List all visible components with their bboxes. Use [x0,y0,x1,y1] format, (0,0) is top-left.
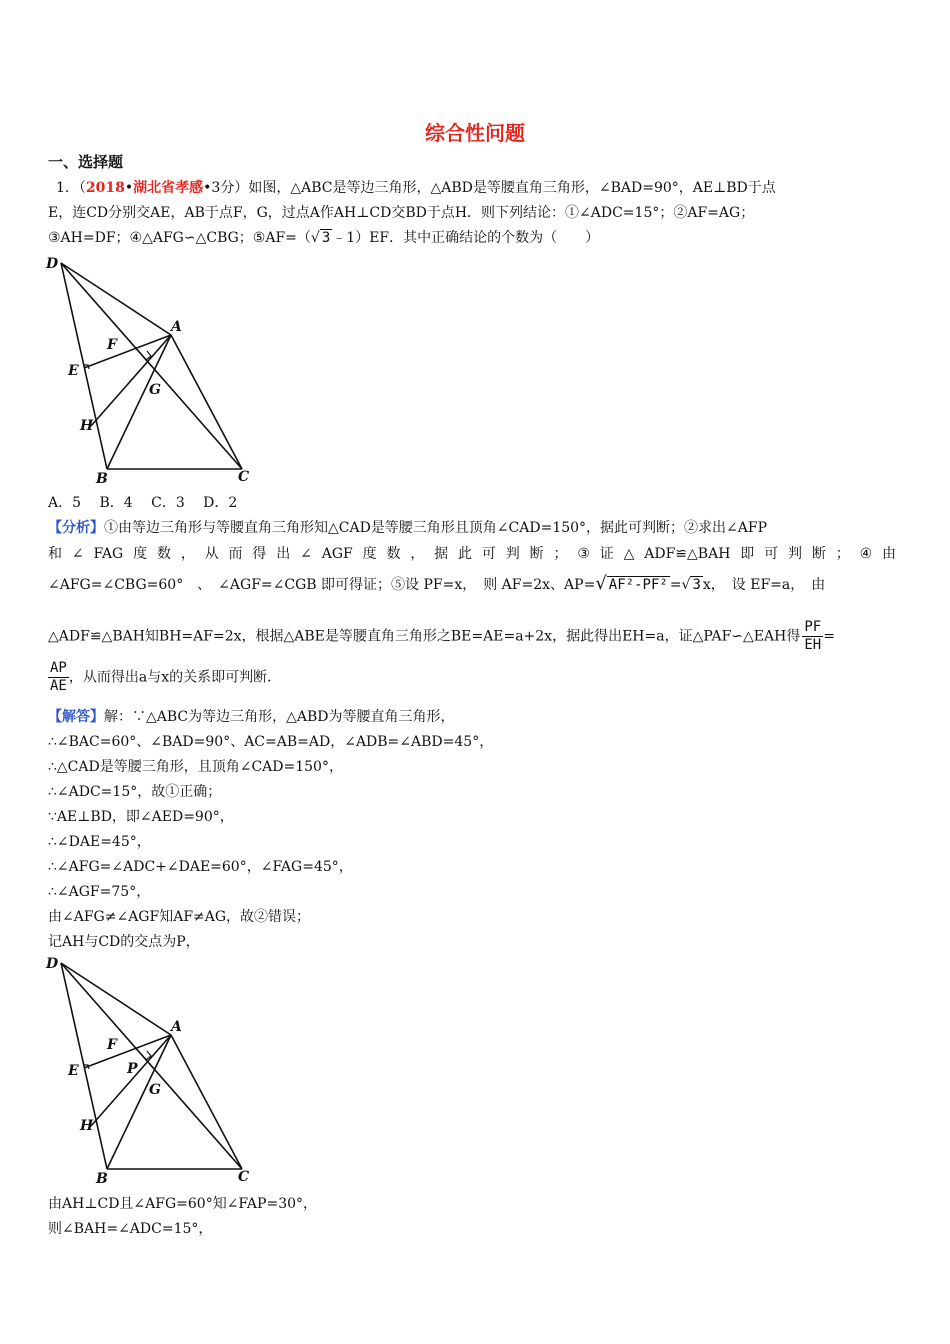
fraction-denominator: EH [804,637,822,653]
fraction-denominator: AE [50,678,67,694]
solution-line: ∴∠ADC=15°，故①正确； [48,784,222,800]
label-c: C [238,469,250,485]
analysis-text: △ADF≌△BAH知BH=AF=2x，根据△ABE是等腰直角三角形之BE=AE=a+2x，据此得出EH=a，证△PAF∽△EAH得 [48,628,801,645]
label-b: B [96,471,108,487]
label-e: E [68,1063,79,1079]
sqrt-radicand: 3 [321,230,331,246]
solution-text: 解：∵△ABC为等边三角形，△ABD为等腰直角三角形， [104,709,455,725]
analysis-word: 断 [811,546,826,562]
analysis-word: ∠ [71,546,84,562]
question-dot: • [203,180,212,196]
analysis-text: ①由等边三角形与等腰直角三角形知△CAD是等腰三角形且顶角∠CAD=150°，据此可判断；②求出∠AFP [104,520,768,536]
solution-line: ∴∠AFG=∠ADC+∠DAE=60°，∠FAG=45°， [48,859,353,875]
question-text: ③AH=DF；④△AFG∽△CBG；⑤AF=（ [48,230,311,246]
label-e: E [68,363,79,379]
analysis-line-2 [48,544,896,564]
analysis-line-5 [48,660,281,695]
sqrt-sign: √ [310,230,320,246]
analysis-word: 而 [228,546,243,562]
analysis-word: 从 [204,546,219,562]
segment-ca [171,1035,242,1169]
question-text: ﹣1）EF．其中正确结论的个数为（ ） [332,230,600,246]
analysis-text: = [823,628,835,645]
fraction-numerator: AP [50,660,67,676]
solution-tag: 【解答】 [48,709,104,725]
analysis-word: 和 [48,546,62,562]
analysis-word: ③ [577,546,590,562]
solution-line: ∴△CAD是等腰三角形，且顶角∠CAD=150°， [48,759,343,775]
geometry-figure-2 [40,952,265,1187]
label-f: F [107,1037,117,1053]
analysis-word: 数 [386,546,401,562]
sqrt-radicand: 3 [692,577,701,593]
analysis-line-4 [48,619,835,654]
question-line-3 [48,228,599,248]
analysis-tag: 【分析】 [48,520,104,536]
solution-line: ∴∠DAE=45°， [48,834,151,850]
analysis-word: △ [623,546,635,562]
analysis-word: 判 [787,546,802,562]
question-year: 2018 [85,180,125,196]
label-d: D [46,256,59,272]
analysis-word: 可 [764,546,779,562]
question-text: ）如图，△ABC是等边三角形，△ABD是等腰直角三角形，∠BAD=90°，AE⊥BD于点 [234,180,776,196]
fraction-pf-eh [802,619,823,654]
label-p: P [127,1061,138,1077]
segment-ca [171,335,242,469]
label-h: H [80,418,94,434]
label-f: F [107,337,117,353]
analysis-word: AGF [321,546,353,562]
analysis-text: = [669,577,682,593]
label-h: H [80,1118,94,1134]
analysis-word: FAG [93,546,124,562]
question-points: 3分 [211,180,235,196]
solution-line: 记AH与CD的交点为P， [48,934,200,950]
label-a: A [171,1019,182,1035]
section-heading: 一、选择题 [48,153,124,171]
segment-ah [91,335,171,426]
label-g: G [149,382,161,398]
analysis-word: 即 [740,546,755,562]
analysis-line-1 [48,518,767,538]
label-c: C [238,1169,250,1185]
analysis-word: 得 [252,546,267,562]
geometry-figure-1 [40,252,265,487]
analysis-word: 数 [156,546,171,562]
solution-line: 则∠BAH=∠ADC=15°， [48,1221,213,1237]
solution-line: ∴∠BAC=60°、∠BAD=90°、AC=AB=AD，∠ADB=∠ABD=45°， [48,734,494,750]
analysis-word: ④ [859,546,873,562]
analysis-word: ， [180,546,195,562]
label-g: G [149,1082,161,1098]
sqrt-radicand: AF²-PF² [608,577,668,593]
analysis-text: ，从而得出a与x的关系即可判断． [68,669,282,686]
label-b: B [96,1171,108,1187]
analysis-word: ； [553,546,568,562]
question-line-2: E，连CD分别交AE，AB于点F，G，过点A作AH⊥CD交BD于点H．则下列结论：①∠ADC=15°；②AF=AG； [48,205,755,221]
analysis-word: 可 [481,546,496,562]
analysis-text: ∠AFG=∠CBG=60° 、 ∠AGF=∠CGB 即可得证；⑤设 PF=x， 则 AF=2x、AP= [48,577,596,593]
solution-line-1 [48,707,455,727]
page-title: 综合性问题 [425,121,525,145]
analysis-word: 由 [881,546,896,562]
analysis-word: 度 [362,546,377,562]
label-d: D [46,956,59,972]
solution-line: ∵AE⊥BD，即∠AED=90°， [48,809,234,825]
question-province: 湖北省孝感 [133,180,204,196]
answer-options: A．5 B．4 C．3 D．2 [48,495,238,511]
segment-ah [91,1035,171,1126]
question-dot: • [124,180,134,196]
solution-line: 由∠AFG≠∠AGF知AF≠AG，故②错误； [48,909,311,925]
label-a: A [171,319,182,335]
segment-ad [61,263,171,335]
analysis-word: 断 [529,546,544,562]
analysis-word: ， [410,546,425,562]
analysis-word: ∠ [300,546,312,562]
solution-line: ∴∠AGF=75°， [48,884,151,900]
fraction-numerator: PF [804,619,822,635]
fraction-ap-ae [48,660,69,695]
analysis-word: 度 [133,546,148,562]
solution-line: 由AH⊥CD且∠AFG=60°知∠FAP=30°， [48,1196,318,1212]
analysis-line-3 [48,574,825,595]
analysis-word: 判 [505,546,520,562]
analysis-word: 证 [599,546,614,562]
analysis-word: 出 [276,546,291,562]
sqrt-sign: √ [681,577,691,593]
analysis-word: 据 [434,546,449,562]
sqrt-sign: √ [595,573,607,594]
analysis-word: ； [835,546,850,562]
analysis-word: 此 [458,546,473,562]
analysis-text: x， 设 EF=a， 由 [702,577,826,593]
analysis-word: ADF≌△BAH [644,546,731,562]
question-number: 1．（ [56,180,86,196]
question-line-1 [48,178,776,198]
segment-ad [61,963,171,1035]
